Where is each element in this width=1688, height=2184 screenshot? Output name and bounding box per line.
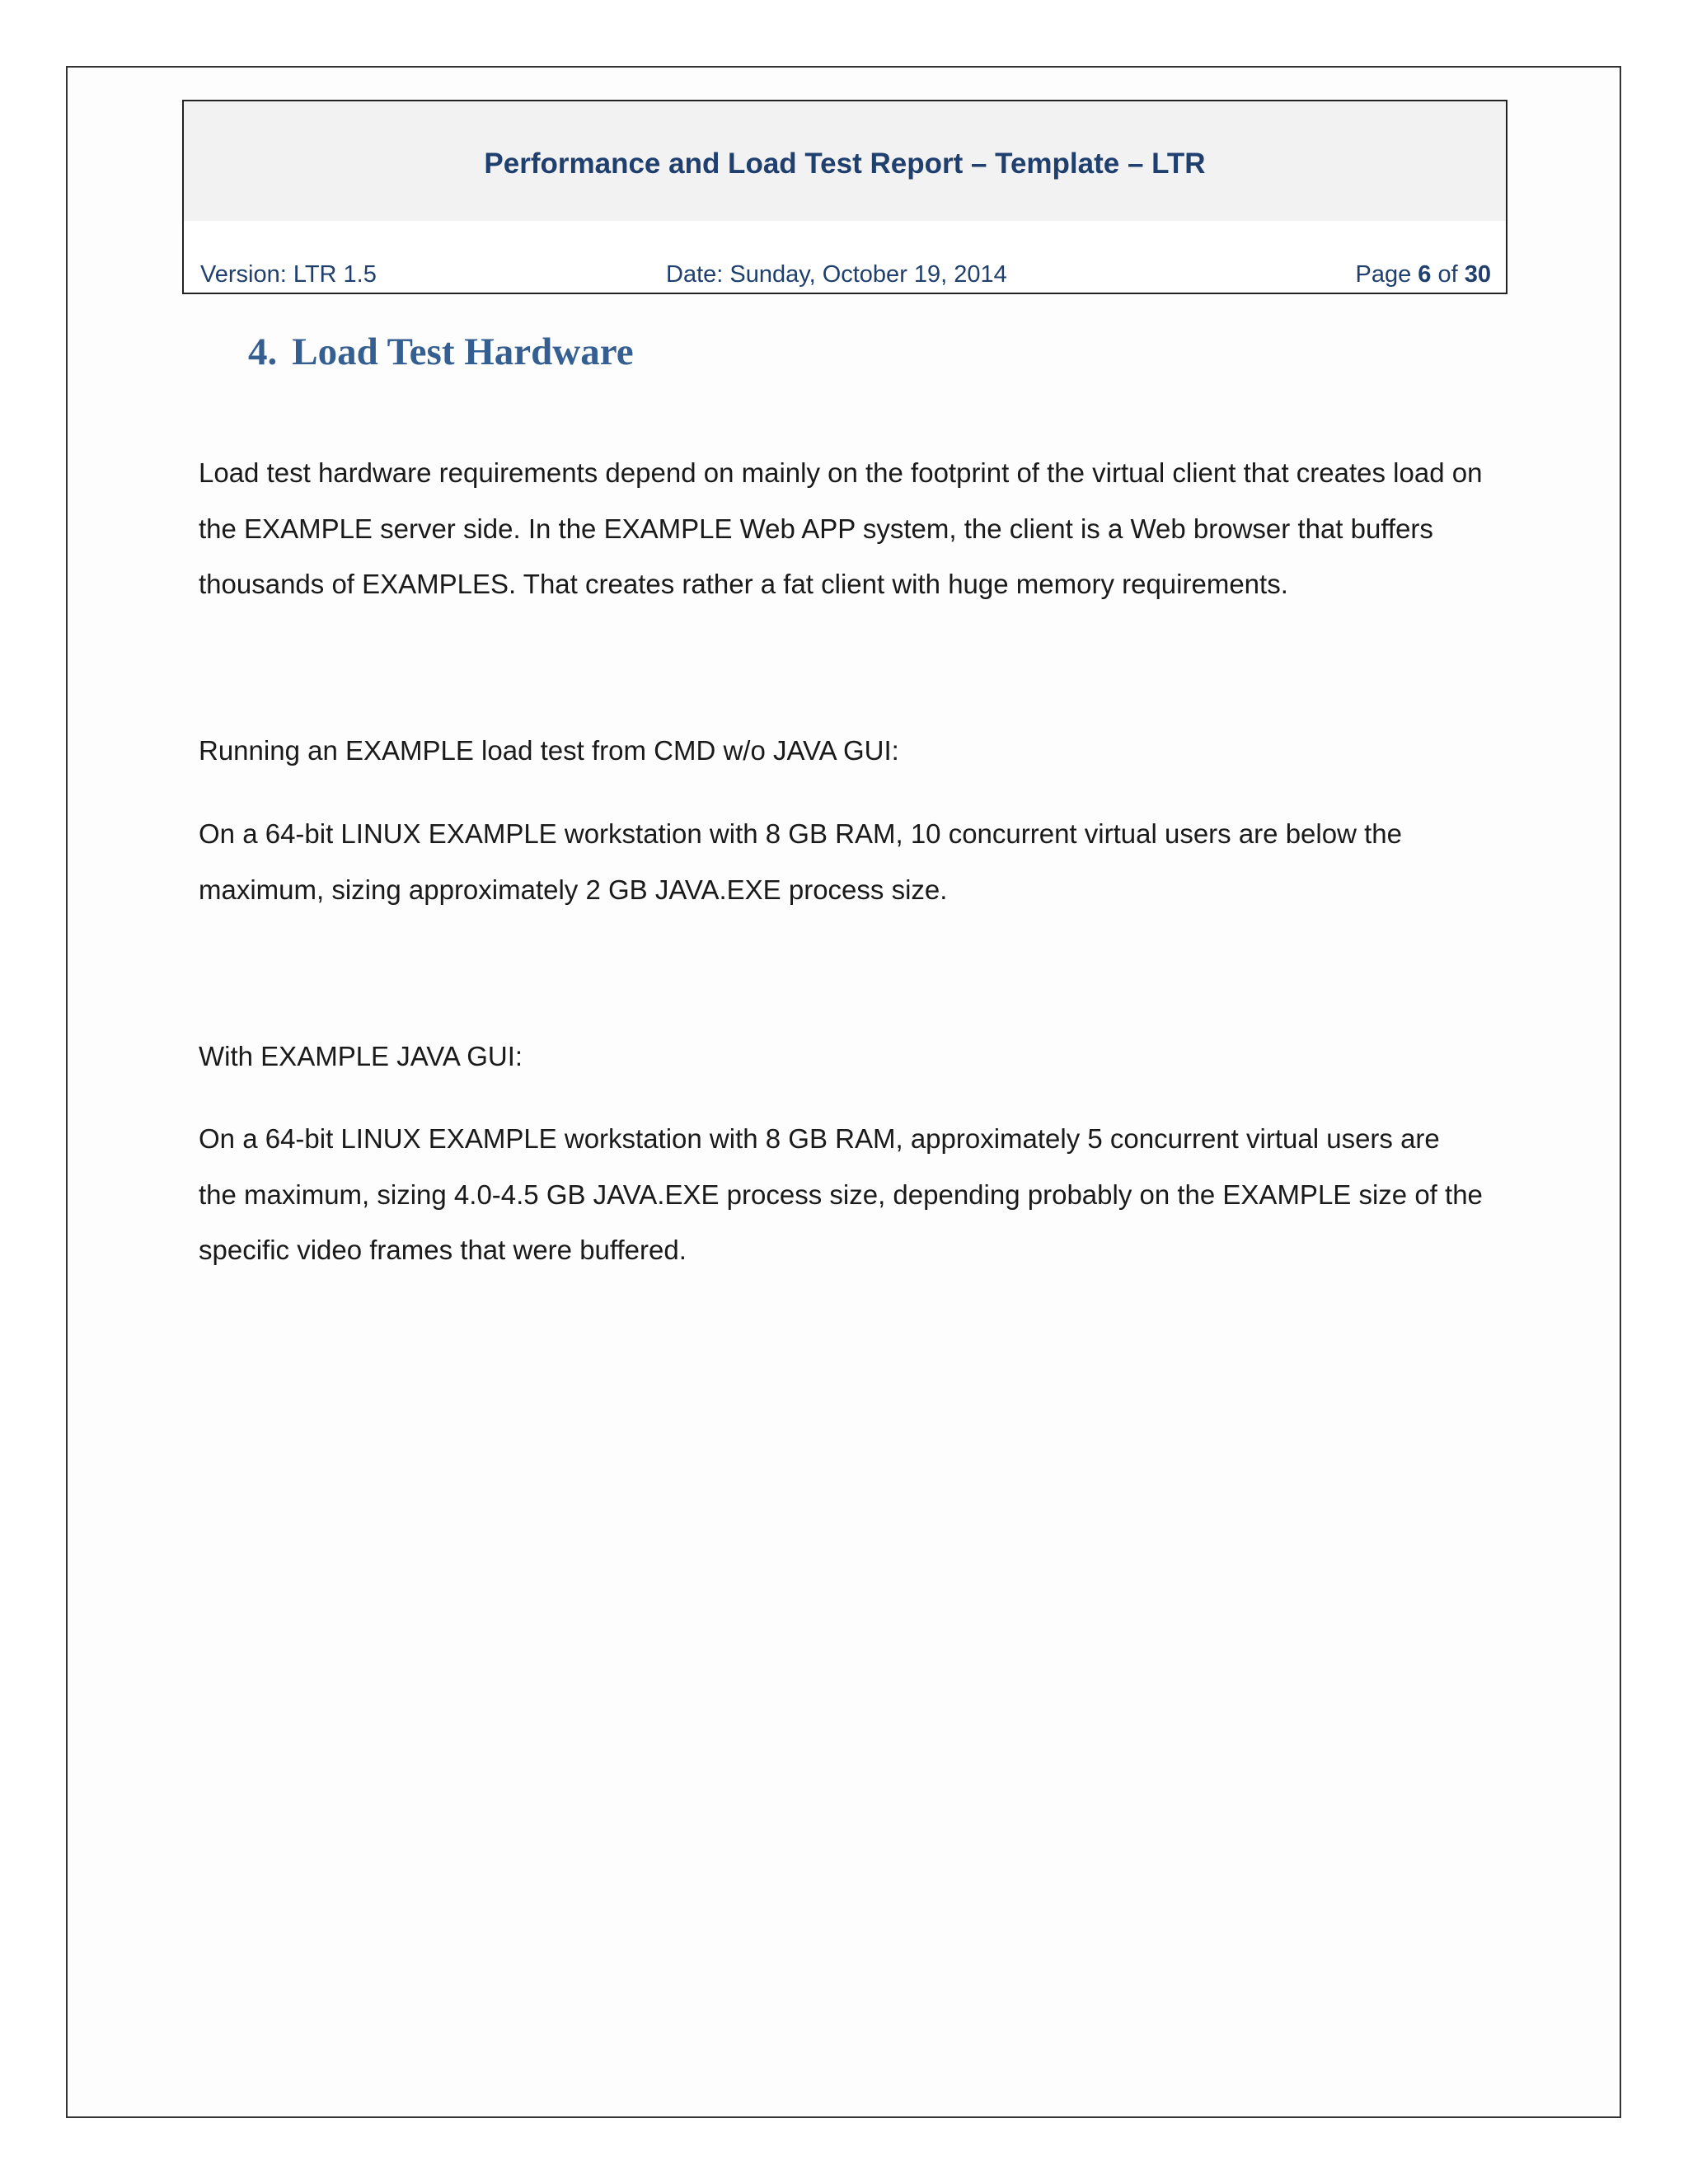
page-header: [182, 100, 1507, 294]
paragraph-intro: Load test hardware requirements depend on mainly on the footprint of the virtual client that creates load on the EXAMPLE server side. In the EXAMPLE Web APP system, the client is a Web browser that buffers thousands of EXAMPLES. That creates rather a fat client with huge memory requirements.: [199, 457, 1483, 599]
page-mid: of: [1431, 261, 1465, 288]
page-total: 30: [1464, 261, 1491, 288]
page-prefix: Page: [1355, 261, 1418, 288]
paragraph-cmd-heading: Running an EXAMPLE load test from CMD w/o JAVA GUI:: [199, 735, 899, 766]
page-frame: [66, 66, 1621, 2118]
document-title: Performance and Load Test Report – Template – LTR: [484, 148, 1206, 180]
page-current: 6: [1418, 261, 1432, 288]
section-number: 4.: [248, 330, 278, 373]
paragraph-cmd-details: On a 64-bit LINUX EXAMPLE workstation with 8 GB RAM, 10 concurrent virtual users are below the maximum, sizing approximately 2 GB JAVA.EXE process size.: [199, 818, 1402, 905]
document-version: Version: LTR 1.5: [200, 261, 377, 288]
section-heading: [248, 330, 634, 373]
document-date: Date: Sunday, October 19, 2014: [666, 261, 1007, 288]
page-number: [1355, 263, 1491, 287]
paragraph-gui-heading: With EXAMPLE JAVA GUI:: [199, 1041, 523, 1071]
section-title: Load Test Hardware: [292, 330, 634, 373]
paragraph-gui-details: On a 64-bit LINUX EXAMPLE workstation with 8 GB RAM, approximately 5 concurrent virtual users are the maximum, sizing 4.0-4.5 GB JAVA.EXE process size, depending probably on the EXAMPLE size of the specific video frames that were buffered.: [199, 1123, 1483, 1265]
